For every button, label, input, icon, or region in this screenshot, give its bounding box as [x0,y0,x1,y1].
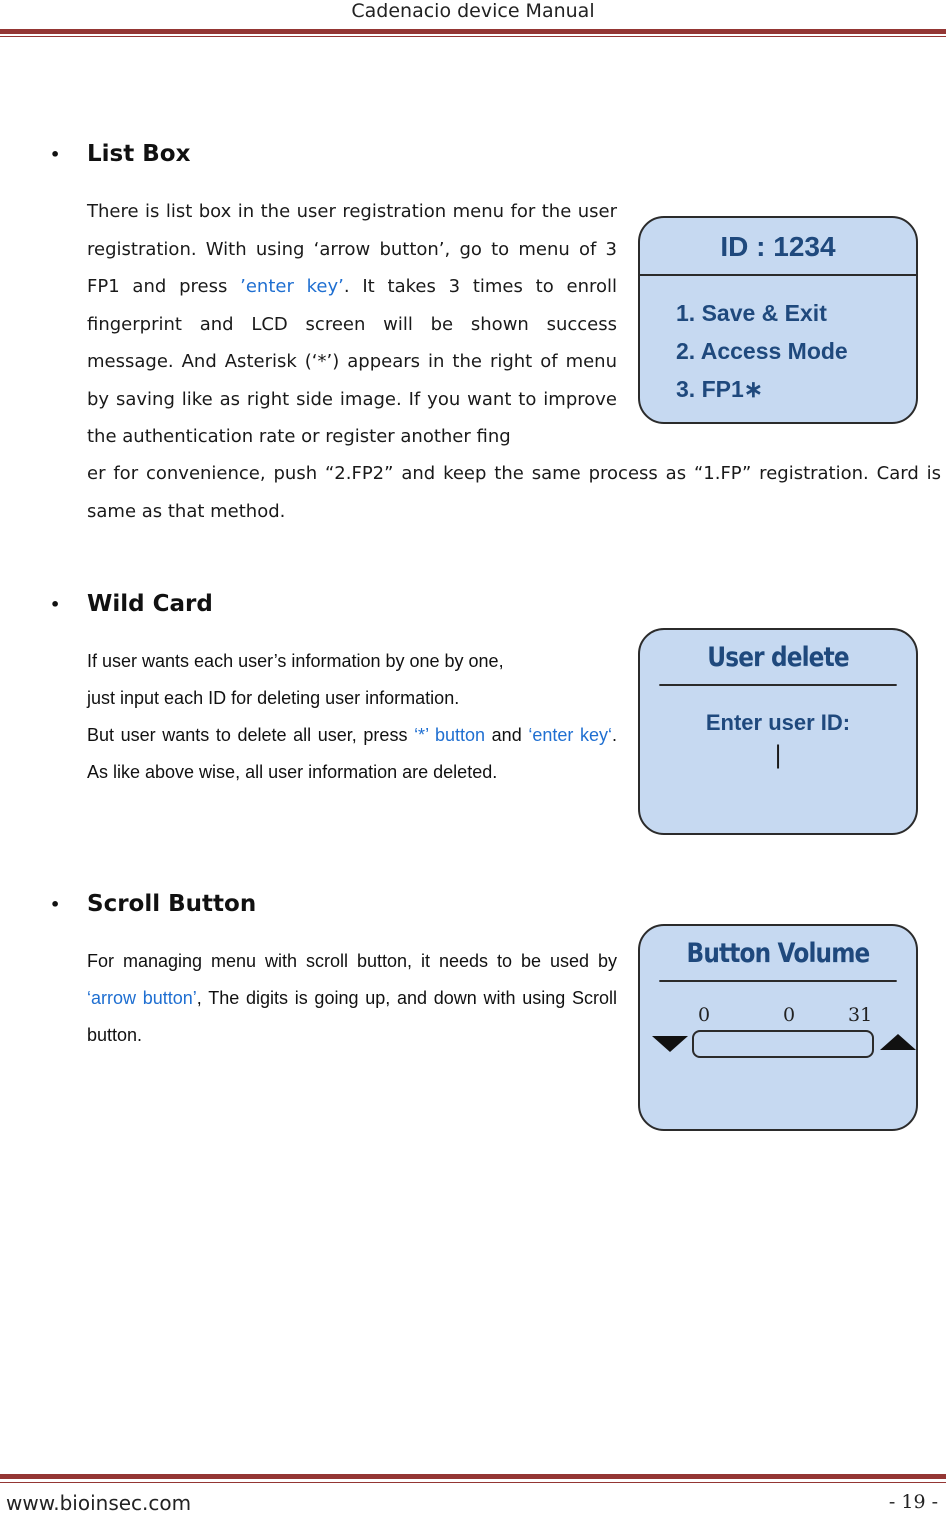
header-rule-thin [0,36,946,37]
list-box-paragraph-continued: er for convenience, push “2.FP2” and keep the same process as “1.FP” registration. Card is same as that method. [87,463,941,522]
arrow-up-icon[interactable] [878,1032,918,1054]
volume-slider-track[interactable] [692,1030,874,1058]
lcd-id-screen [638,216,918,424]
lcd-title: Button Volume [659,926,896,982]
lcd-menu-item: 2. Access Mode [676,338,848,364]
lcd-cursor: | [773,741,783,769]
page-number: - 19 - [888,1491,938,1513]
footer-rule [0,1474,946,1479]
lcd-user-delete-screen [638,628,918,835]
arrow-down-icon[interactable] [650,1032,690,1054]
lcd-menu-item: 1. Save & Exit [676,300,827,326]
wild-card-paragraph: If user wants each user’s information by one by one, just input each ID for deleting user information. But user wants to delete all user, press ‘*’ button and ‘enter key‘. As like above wise, all user information are deleted. [87,651,617,782]
footer-rule-thin [0,1482,946,1483]
bullet-icon: • [50,895,61,914]
lcd-title: ID : 1234 [640,218,916,276]
scroll-button-paragraph: For managing menu with scroll button, it needs to be used by ‘arrow button’, The digits is going up, and down with using Scroll button. [87,951,617,1045]
lcd-menu-item: 3. FP1∗ [676,376,764,402]
section-heading-scroll-button: • Scroll Button [50,891,257,917]
section-heading-list-box: • List Box [50,141,191,167]
lcd-prompt: Enter user ID: [705,710,851,735]
volume-current-label: 0 [783,1004,796,1026]
bullet-icon: • [50,595,61,614]
volume-max-label: 31 [848,1004,873,1026]
bullet-icon: • [50,145,61,164]
header-rule [0,29,946,34]
list-box-paragraph: There is list box in the user registration menu for the user registration. With using ‘arrow button’, go to menu of 3 FP1 and press ’enter key’. It takes 3 times to enroll fingerprint and LCD screen will be shown success message. And Asterisk (‘*’) appears in the right of menu by saving like as right side image. If you want to improve the authentication rate or register another fing [87,201,618,447]
section-heading-wild-card: • Wild Card [50,591,213,617]
volume-min-label: 0 [698,1004,711,1026]
header-title: Cadenacio device Manual [351,0,595,22]
lcd-button-volume-screen [638,924,918,1131]
lcd-title: User delete [659,630,896,686]
footer-url: www.bioinsec.com [6,1491,192,1515]
